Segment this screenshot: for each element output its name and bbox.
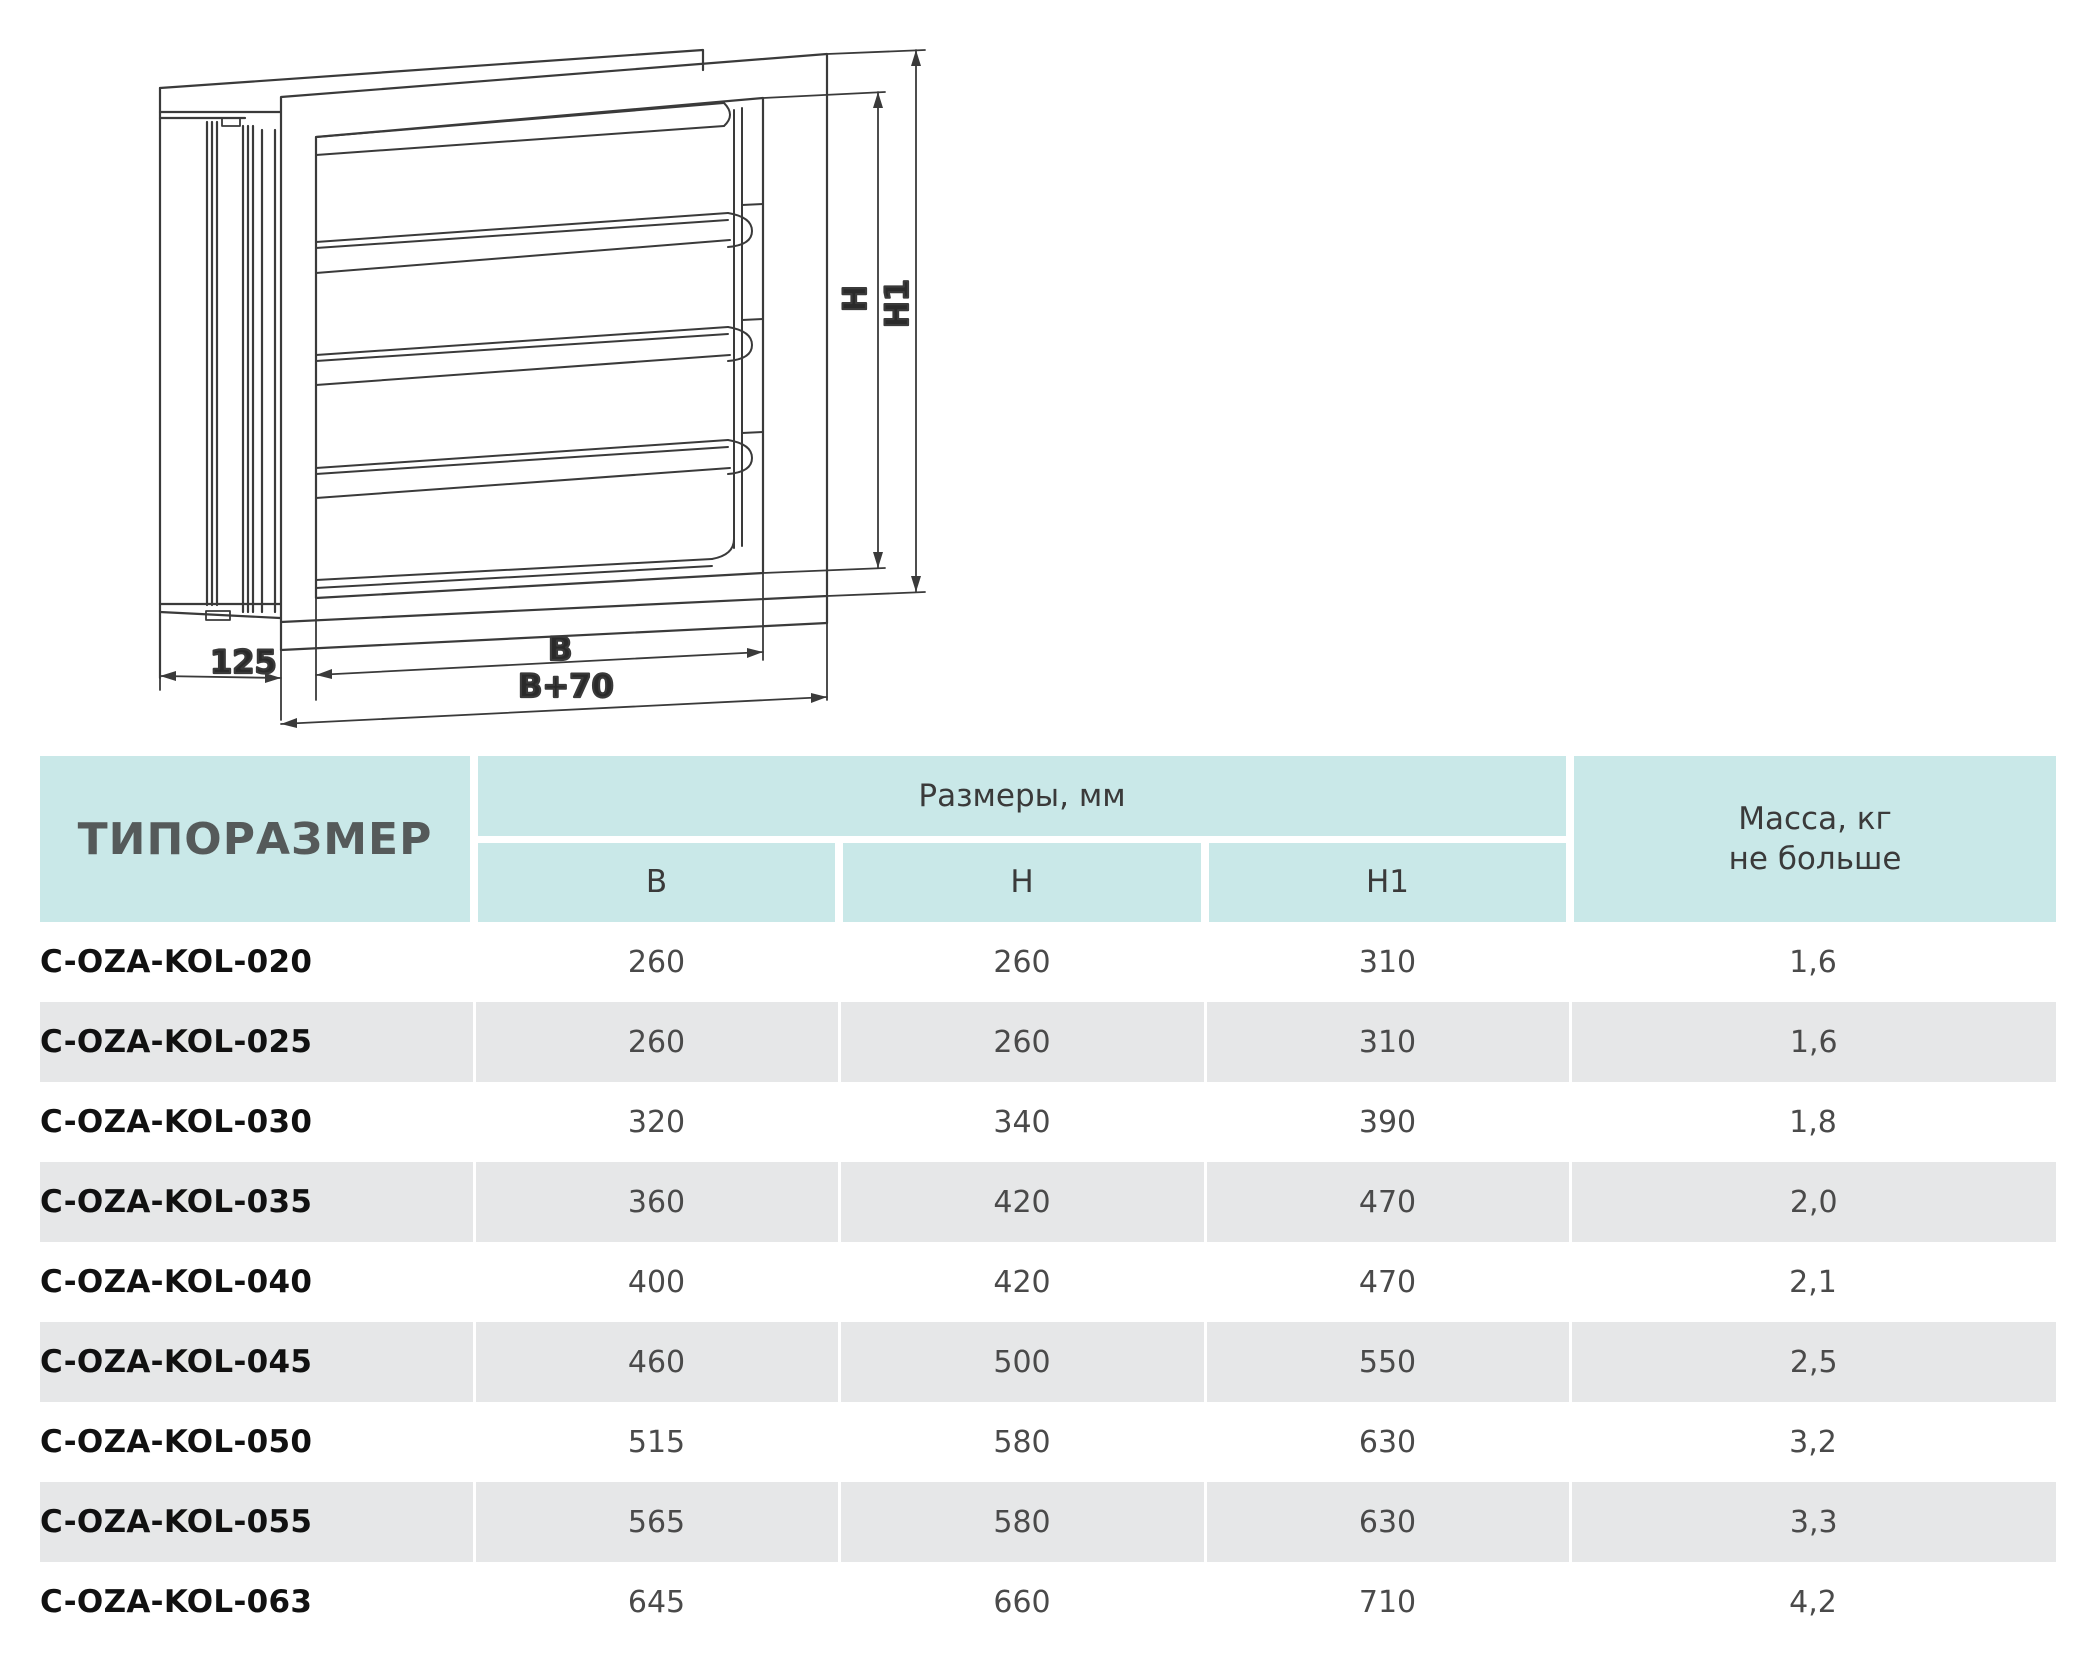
cell-code: C-OZA-KOL-055	[40, 1482, 474, 1562]
cell-code: C-OZA-KOL-063	[40, 1584, 313, 1620]
cell-h1: 470	[1358, 1264, 1417, 1300]
spec-table	[40, 756, 2056, 1642]
cell-h: 420	[839, 1162, 1205, 1242]
cell-mass: 2,1	[1789, 1264, 1837, 1300]
cell-h: 580	[839, 1482, 1205, 1562]
cell-code: C-OZA-KOL-035	[40, 1162, 474, 1242]
cell-h: 260	[993, 944, 1051, 980]
cell-code: C-OZA-KOL-050	[40, 1424, 313, 1460]
cell-b: 260	[474, 1002, 839, 1082]
header-h: H	[839, 839, 1205, 922]
cell-h1: 310	[1205, 1002, 1570, 1082]
cell-b: 460	[474, 1322, 839, 1402]
table-row	[40, 1482, 2056, 1562]
cell-mass: 1,6	[1789, 944, 1837, 980]
table-row	[40, 1322, 2056, 1402]
table-row	[40, 1002, 2056, 1082]
header-dimensions-group: Размеры, мм	[474, 756, 1570, 839]
cell-h1: 390	[1358, 1104, 1417, 1140]
cell-mass: 2,0	[1570, 1162, 2056, 1242]
cell-b: 260	[627, 944, 686, 980]
cell-code: C-OZA-KOL-045	[40, 1322, 474, 1402]
table-row	[40, 1082, 2056, 1162]
cell-b: 515	[627, 1424, 686, 1460]
cell-mass: 2,5	[1570, 1322, 2056, 1402]
cell-h1: 630	[1358, 1424, 1417, 1460]
cell-mass: 4,2	[1789, 1584, 1837, 1620]
cell-h1: 630	[1205, 1482, 1570, 1562]
cell-mass: 1,6	[1570, 1002, 2056, 1082]
cell-code: C-OZA-KOL-025	[40, 1002, 474, 1082]
cell-b: 645	[627, 1584, 686, 1620]
dim-label-h1: H1	[878, 278, 916, 328]
cell-h: 260	[839, 1002, 1205, 1082]
cell-h1: 550	[1205, 1322, 1570, 1402]
dim-label-h: H	[836, 285, 874, 312]
damper-blades	[316, 103, 763, 588]
side-depth-lines	[160, 118, 280, 620]
cell-code: C-OZA-KOL-020	[40, 944, 313, 980]
cell-h: 660	[993, 1584, 1051, 1620]
table-row	[40, 1162, 2056, 1242]
cell-b: 360	[474, 1162, 839, 1242]
cell-h1: 470	[1205, 1162, 1570, 1242]
dim-label-depth: 125	[210, 643, 277, 681]
table-header-row	[40, 756, 2056, 839]
cell-code: C-OZA-KOL-040	[40, 1264, 313, 1300]
cell-h1: 710	[1358, 1584, 1417, 1620]
cell-mass: 1,8	[1789, 1104, 1837, 1140]
header-mass	[1570, 756, 2056, 922]
cell-h: 420	[993, 1264, 1051, 1300]
table-row	[40, 1242, 2056, 1322]
dim-label-b-plus-70: B+70	[518, 667, 614, 705]
cell-h: 500	[839, 1322, 1205, 1402]
cell-b: 320	[627, 1104, 686, 1140]
header-typesize: ТИПОРАЗМЕР	[40, 756, 474, 922]
back-flange	[160, 50, 703, 678]
cell-mass: 3,3	[1570, 1482, 2056, 1562]
table-row	[40, 1562, 2056, 1642]
cell-code: C-OZA-KOL-030	[40, 1104, 313, 1140]
dim-label-b: B	[548, 630, 573, 668]
table-row	[40, 1402, 2056, 1482]
cell-b: 400	[627, 1264, 686, 1300]
cell-mass: 3,2	[1789, 1424, 1837, 1460]
cell-h: 580	[993, 1424, 1051, 1460]
header-mass-line2: не больше	[1728, 841, 1902, 877]
table-row	[40, 922, 2056, 1002]
damper-drawing	[0, 0, 2085, 740]
cell-b: 565	[474, 1482, 839, 1562]
cell-h1: 310	[1358, 944, 1417, 980]
header-mass-line1: Масса, кг	[1738, 801, 1892, 837]
header-b: B	[474, 839, 839, 922]
cell-h: 340	[993, 1104, 1051, 1140]
header-h1: H1	[1205, 839, 1570, 922]
